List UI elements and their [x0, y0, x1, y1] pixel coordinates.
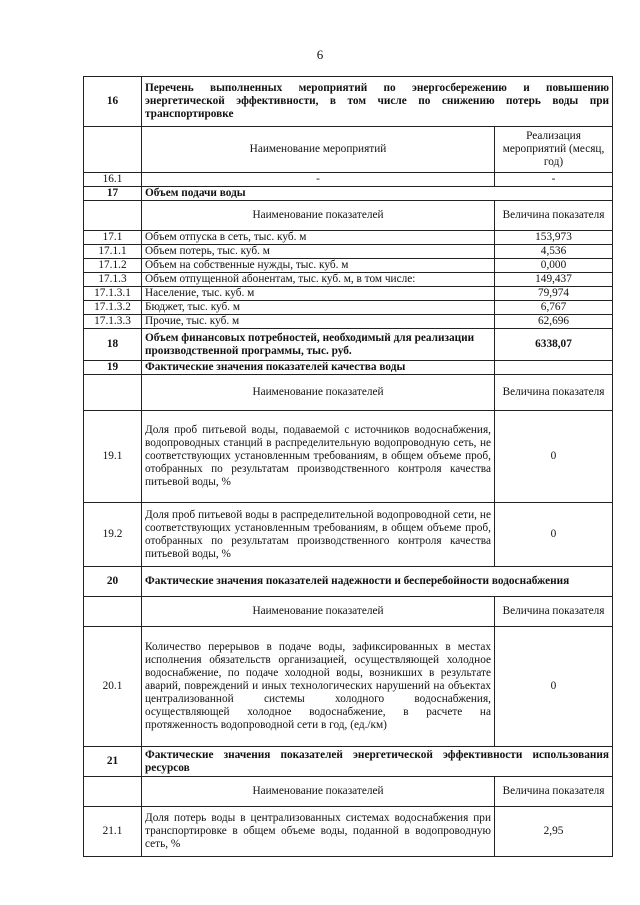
row-name: Объем отпущенной абонентам, тыс. куб. м, в том числе: [142, 273, 495, 287]
empty-cell [84, 777, 142, 807]
row-number: 21.1 [84, 807, 142, 857]
section-title: Фактические значения показателей надежности и бесперебойности водоснабжения [142, 567, 613, 597]
row-value: 2,95 [495, 807, 613, 857]
section-number: 20 [84, 567, 142, 597]
row-number: 17.1.1 [84, 245, 142, 259]
section-title: Фактические значения показателей качества воды [142, 361, 495, 375]
column-header-name: Наименование показателей [142, 201, 495, 231]
empty-cell [84, 597, 142, 627]
empty-cell [84, 127, 142, 173]
row-name: - [142, 173, 495, 187]
row-value: 79,974 [495, 287, 613, 301]
table-row [84, 315, 613, 329]
table-row [84, 287, 613, 301]
section-17-header [84, 187, 613, 201]
section-21-header [84, 747, 613, 777]
section-number: 21 [84, 747, 142, 777]
column-header-value: Величина показателя [495, 201, 613, 231]
row-number: 16.1 [84, 173, 142, 187]
row-number: 20.1 [84, 627, 142, 747]
table-row [84, 259, 613, 273]
column-header-value: Величина показателя [495, 597, 613, 627]
empty-cell [495, 361, 613, 375]
section-18-row [84, 329, 613, 361]
row-name: Объем отпуска в сеть, тыс. куб. м [142, 231, 495, 245]
column-header-row [84, 597, 613, 627]
empty-cell [84, 375, 142, 411]
row-name: Объем на собственные нужды, тыс. куб. м [142, 259, 495, 273]
column-header-row [84, 375, 613, 411]
row-number: 17.1.3 [84, 273, 142, 287]
row-value: 0 [495, 627, 613, 747]
row-name: Доля проб питьевой воды, подаваемой с источников водоснабжения, водопроводных станций в распределительную водопроводную сеть, не соответствующих установленным требованиям, в общем объеме проб, отобранных по результатам производственного контроля качества питьевой воды, % [142, 411, 495, 503]
row-name: Доля потерь воды в централизованных системах водоснабжения при транспортировке в общем объеме воды, поданной в водопроводную сеть, % [142, 807, 495, 857]
row-value: 6,767 [495, 301, 613, 315]
column-header-name: Наименование мероприятий [142, 127, 495, 173]
table-row [84, 807, 613, 857]
page-number: 6 [316, 47, 324, 62]
section-number: 17 [84, 187, 142, 201]
section-title: Объем подачи воды [142, 187, 613, 201]
table-row [84, 411, 613, 503]
row-name: Объем потерь, тыс. куб. м [142, 245, 495, 259]
section-19-header [84, 361, 613, 375]
column-header-name: Наименование показателей [142, 597, 495, 627]
section-number: 16 [84, 77, 142, 127]
table-row [84, 273, 613, 287]
column-header-value: Реализация мероприятий (месяц, год) [495, 127, 613, 173]
row-value: 0 [495, 503, 613, 567]
row-name: Количество перерывов в подаче воды, зафиксированных в местах исполнения обязательств организацией, осуществляющей холодное водоснабжение, по подаче холодной воды, возникших в результате аварий, повреждений и иных технологических нарушений на объектах централизованной системы холодного водоснабжения, осуществляющей холодное водоснабжение, в расчете на протяженность водопроводной сети в год, (ед./км) [142, 627, 495, 747]
table-row [84, 173, 613, 187]
table-row [84, 231, 613, 245]
column-header-row [84, 127, 613, 173]
row-value: 153,973 [495, 231, 613, 245]
report-table [83, 76, 613, 857]
table-row [84, 301, 613, 315]
section-title: Перечень выполненных мероприятий по энергосбережению и повышению энергетической эффективности, в том числе по снижению потерь воды при транспортировке [142, 77, 613, 127]
section-title: Фактические значения показателей энергетической эффективности использования ресурсов [142, 747, 613, 777]
row-value: 0,000 [495, 259, 613, 273]
section-number: 19 [84, 361, 142, 375]
row-number: 17.1.3.2 [84, 301, 142, 315]
row-number: 19.1 [84, 411, 142, 503]
table-row [84, 245, 613, 259]
row-value: 149,437 [495, 273, 613, 287]
section-value: 6338,07 [495, 329, 613, 361]
column-header-name: Наименование показателей [142, 375, 495, 411]
column-header-value: Величина показателя [495, 777, 613, 807]
row-number: 17.1 [84, 231, 142, 245]
section-title: Объем финансовых потребностей, необходимый для реализации производственной программы, тыс. руб. [142, 329, 495, 361]
section-20-header [84, 567, 613, 597]
table-row [84, 627, 613, 747]
table-row [84, 503, 613, 567]
row-number: 17.1.3.3 [84, 315, 142, 329]
row-value: 0 [495, 411, 613, 503]
row-number: 17.1.3.1 [84, 287, 142, 301]
row-name: Доля проб питьевой воды в распределительной водопроводной сети, не соответствующих установленным требованиям, в общем объеме проб, отобранных по результатам производственного контроля качества питьевой воды, % [142, 503, 495, 567]
row-name: Бюджет, тыс. куб. м [142, 301, 495, 315]
row-value: 4,536 [495, 245, 613, 259]
row-number: 17.1.2 [84, 259, 142, 273]
column-header-row [84, 777, 613, 807]
row-value: 62,696 [495, 315, 613, 329]
column-header-name: Наименование показателей [142, 777, 495, 807]
empty-cell [84, 201, 142, 231]
row-number: 19.2 [84, 503, 142, 567]
section-number: 18 [84, 329, 142, 361]
row-value: - [495, 173, 613, 187]
row-name: Прочие, тыс. куб. м [142, 315, 495, 329]
column-header-value: Величина показателя [495, 375, 613, 411]
section-16-header [84, 77, 613, 127]
row-name: Население, тыс. куб. м [142, 287, 495, 301]
column-header-row [84, 201, 613, 231]
